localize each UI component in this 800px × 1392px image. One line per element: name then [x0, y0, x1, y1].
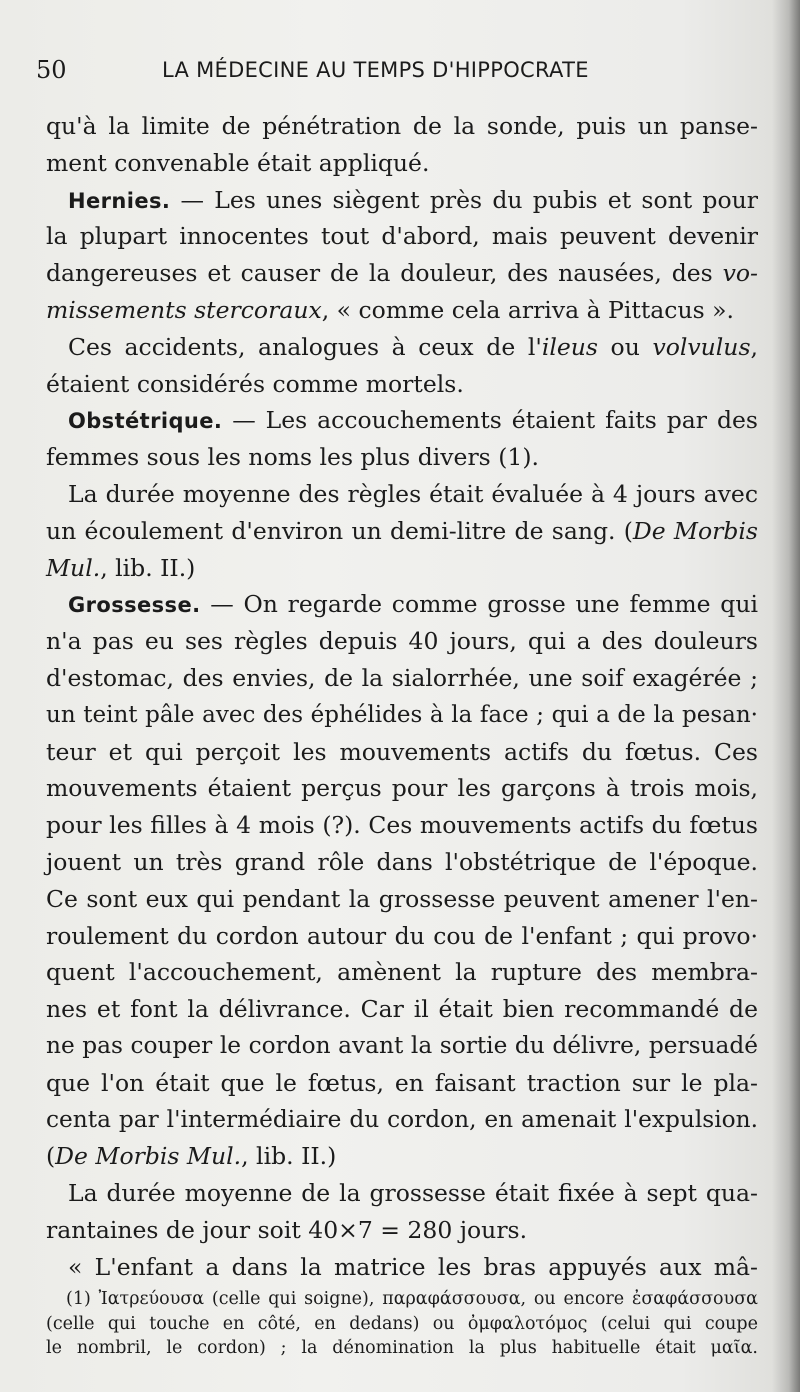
page-number: 50 [36, 56, 67, 84]
text-line: ment convenable était appliqué. [46, 148, 430, 177]
text-line: pour les filles à 4 mois (?). Ces mouvements actifs du fœtus [46, 811, 758, 840]
text-line: missements stercoraux, « comme cela arriva à Pittacus ». [46, 295, 734, 324]
section-heading: Obstétrique. [68, 409, 223, 434]
text-line: nes et font la délivrance. Car il était bien recommandé de [46, 995, 758, 1024]
text-line: rantaines de jour soit 40×7 = 280 jours. [46, 1215, 528, 1244]
text-line: n'a pas eu ses règles depuis 40 jours, qui a des douleurs [46, 627, 758, 656]
text-line: la plupart innocentes tout d'abord, mais peuvent devenir [46, 222, 758, 251]
section-hernies: Hernies. — Les unes siègent près du pubis et sont pour [68, 185, 758, 214]
text-line: (De Morbis Mul., lib. II.) [46, 1142, 337, 1171]
running-title: LA MÉDECINE AU TEMPS D'HIPPOCRATE [162, 58, 589, 82]
section-heading: Grossesse. [68, 593, 201, 618]
body-text [46, 108, 758, 1286]
footnotes [46, 1287, 758, 1361]
text-line: Ce sont eux qui pendant la grossesse peuvent amener l'en- [46, 884, 758, 913]
text-line: mouvements étaient perçus pour les garçons à trois mois, [46, 774, 758, 803]
footnote-line: (1) Ἰατρεύουσα (celle qui soigne), παραφάσσουσα, ou encore ἐσαφάσσουσα [66, 1289, 758, 1309]
text-line: centa par l'intermédiaire du cordon, en amenait l'expulsion. [46, 1105, 758, 1133]
text-line: femmes sous les noms les plus divers (1). [46, 443, 539, 472]
page-header [36, 56, 756, 96]
text-line: La durée moyenne de la grossesse était fixée à sept qua- [68, 1179, 758, 1208]
text-line: un écoulement d'environ un demi-litre de sang. (De Morbis [46, 516, 758, 545]
section-heading: Hernies. [68, 188, 171, 213]
text-line: quent l'accouchement, amènent la rupture des membra- [46, 958, 758, 987]
text-line: étaient considérés comme mortels. [46, 369, 464, 398]
page-edge-shadow [772, 0, 800, 1392]
text-line: teur et qui perçoit les mouvements actifs du fœtus. Ces [46, 737, 758, 766]
footnote-line: (celle qui touche en côté, en dedans) ou ὀμφαλοτόμος (celui qui coupe [46, 1313, 758, 1334]
section-obstetrique: Obstétrique. — Les accouchements étaient faits par des [68, 406, 758, 435]
text-line: roulement du cordon autour du cou de l'enfant ; qui provo· [46, 921, 758, 950]
text-line: ne pas couper le cordon avant la sortie du délivre, persuadé [46, 1031, 758, 1059]
text-line: un teint pâle avec des éphélides à la face ; qui a de la pesan· [46, 701, 758, 728]
section-grossesse: Grossesse. — On regarde comme grosse une femme qui [68, 590, 758, 619]
text-line: La durée moyenne des règles était évaluée à 4 jours avec [68, 479, 758, 508]
text-line: Mul., lib. II.) [46, 553, 196, 582]
text-line: Ces accidents, analogues à ceux de l'ileus ou volvulus, [68, 332, 758, 361]
footnote-line: le nombril, le cordon) ; la dénomination la plus habituelle était μαῖα. [46, 1338, 758, 1358]
text-line: « L'enfant a dans la matrice les bras appuyés aux mâ- [68, 1252, 758, 1281]
text-line: dangereuses et causer de la douleur, des nausées, des vo- [46, 259, 758, 288]
text-line: jouent un très grand rôle dans l'obstétrique de l'époque. [46, 847, 758, 876]
text-line: que l'on était que le fœtus, en faisant traction sur le pla- [46, 1068, 758, 1097]
text-line: qu'à la limite de pénétration de la sonde, puis un panse- [46, 112, 758, 140]
text-line: d'estomac, des envies, de la sialorrhée, une soif exagérée ; [46, 663, 758, 692]
